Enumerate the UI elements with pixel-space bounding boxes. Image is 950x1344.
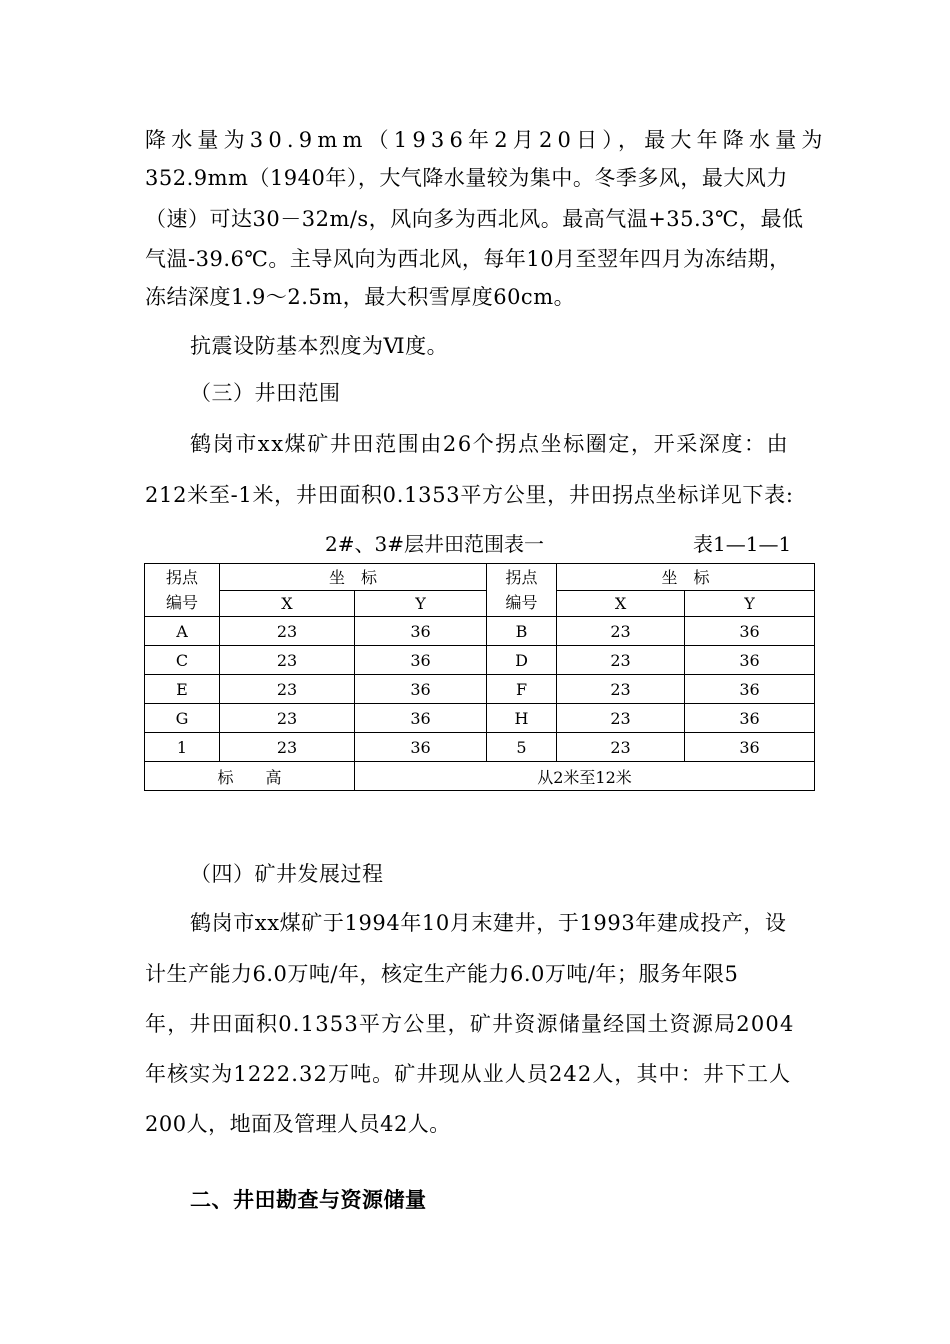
header-coord-left: 坐 标 [220,564,487,591]
table-subheader-row [145,590,815,617]
y-value: 36 [685,675,815,704]
elevation-label: 标 高 [145,762,355,791]
header-point-left: 拐点编号 [145,564,220,617]
section-2-heading: 二、井田勘查与资源储量 [190,1188,427,1212]
y-value: 36 [355,646,487,675]
point-id: 5 [487,733,557,762]
climate-line-1: 降水量为30.9mm（1936年2月20日），最大年降水量为 [145,128,828,152]
point-id: H [487,704,557,733]
elevation-row [145,762,815,791]
point-id: A [145,617,220,646]
x-value: 23 [220,704,355,733]
table-row [145,675,815,704]
point-id: E [145,675,220,704]
x-value: 23 [220,646,355,675]
dev-line-3: 年，井田面积0.1353平方公里，矿井资源储量经国土资源局2004 [145,1012,795,1036]
section-dev-heading: （四）矿井发展过程 [190,862,384,886]
header-coord-right: 坐 标 [557,564,815,591]
y-value: 36 [685,733,815,762]
elevation-value: 从2米至12米 [355,762,815,791]
point-id: 1 [145,733,220,762]
dev-line-1: 鹤岗市xx煤矿于1994年10月末建井，于1993年建成投产，设 [190,911,787,935]
x-value: 23 [557,704,685,733]
seismic-paragraph: 抗震设防基本烈度为Ⅵ度。 [190,334,449,358]
header-y-left: Y [355,590,487,617]
table-row [145,646,815,675]
point-id: F [487,675,557,704]
climate-line-4: 气温-39.6℃。主导风向为西北风，每年10月至翌年四月为冻结期， [145,247,791,271]
header-x-left: X [220,590,355,617]
table-row [145,704,815,733]
table-row [145,733,815,762]
climate-line-2: 352.9mm（1940年），大气降水量较为集中。冬季多风，最大风力 [145,166,788,190]
header-x-right: X [557,590,685,617]
y-value: 36 [355,733,487,762]
x-value: 23 [220,617,355,646]
y-value: 36 [355,675,487,704]
y-value: 36 [355,617,487,646]
header-point-right: 拐点编号 [487,564,557,617]
point-id: B [487,617,557,646]
point-id: G [145,704,220,733]
coordinate-table [144,563,815,791]
dev-line-2: 计生产能力6.0万吨/年，核定生产能力6.0万吨/年；服务年限5 [145,962,739,986]
y-value: 36 [685,617,815,646]
table-title: 2#、3#层井田范围表一 [325,532,544,556]
point-id: C [145,646,220,675]
dev-line-5: 200人，地面及管理人员42人。 [145,1112,451,1136]
dev-line-4: 年核实为1222.32万吨。矿井现从业人员242人，其中：井下工人 [145,1062,792,1086]
header-y-right: Y [685,590,815,617]
table-row [145,617,815,646]
table-number: 表1—1—1 [693,532,792,556]
range-line-2: 212米至-1米，井田面积0.1353平方公里，井田拐点坐标详见下表: [145,483,794,507]
range-line-1: 鹤岗市xx煤矿井田范围由26个拐点坐标圈定，开采深度：由 [190,432,790,456]
y-value: 36 [355,704,487,733]
table-header-row [145,564,815,591]
x-value: 23 [557,617,685,646]
section-range-heading: （三）井田范围 [190,381,341,405]
climate-line-5: 冻结深度1.9～2.5m，最大积雪厚度60cm。 [145,285,576,309]
x-value: 23 [557,733,685,762]
point-id: D [487,646,557,675]
x-value: 23 [220,733,355,762]
x-value: 23 [220,675,355,704]
x-value: 23 [557,646,685,675]
climate-line-3: （速）可达30－32m/s，风向多为西北风。最高气温+35.3℃，最低 [145,207,804,231]
x-value: 23 [557,675,685,704]
y-value: 36 [685,646,815,675]
y-value: 36 [685,704,815,733]
